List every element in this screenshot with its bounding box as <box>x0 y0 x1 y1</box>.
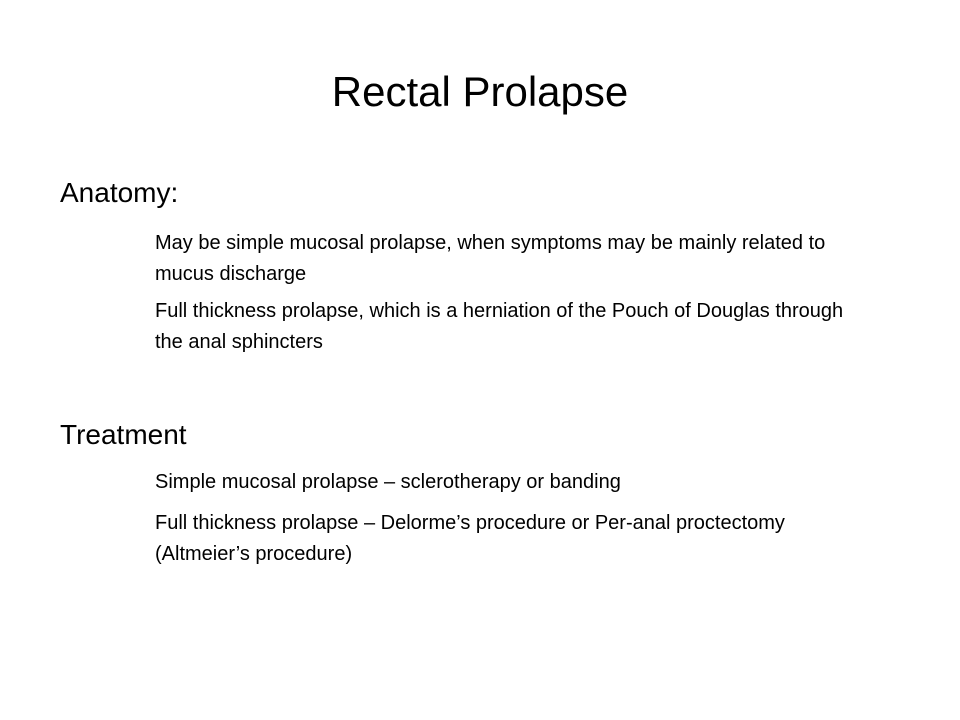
treatment-item-mucosal: Simple mucosal prolapse – sclerotherapy or banding <box>155 471 621 493</box>
section-heading-treatment: Treatment <box>60 419 187 450</box>
anatomy-item-mucosal: May be simple mucosal prolapse, when symptoms may be mainly related to mucus discharge <box>155 232 826 285</box>
treatment-item-full-thickness: Full thickness prolapse – Delorme’s procedure or Per-anal proctectomy (Altmeier’s procedure) <box>155 512 785 565</box>
slide-title: Rectal Prolapse <box>331 68 629 115</box>
anatomy-item-full-thickness: Full thickness prolapse, which is a herniation of the Pouch of Douglas through the anal sphincters <box>155 300 844 353</box>
section-heading-anatomy: Anatomy: <box>60 177 179 208</box>
